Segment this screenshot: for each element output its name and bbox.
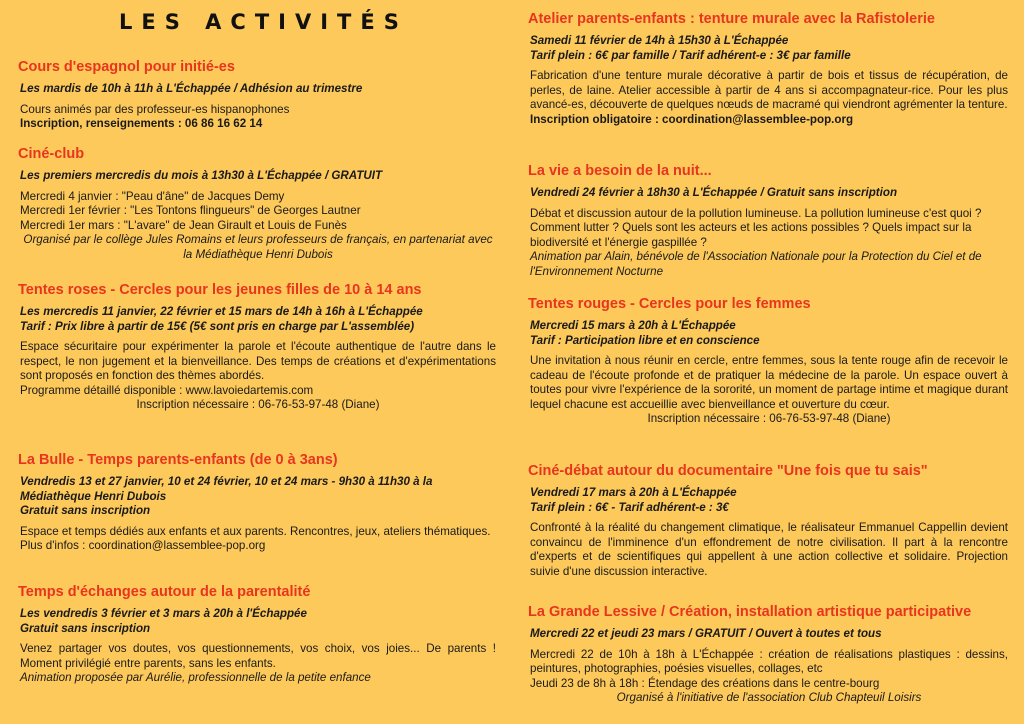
section-schedule [530, 186, 1008, 201]
section-description [20, 103, 496, 132]
section-schedule [530, 34, 1008, 63]
section-title: Ciné-débat autour du documentaire "Une fois que tu sais" [528, 463, 928, 479]
schedule-line: Mercredi 15 mars à 20h à L'Échappée [530, 319, 736, 332]
description-line: Inscription nécessaire : 06-76-53-97-48 (Diane) [136, 398, 380, 411]
section-description [20, 190, 496, 263]
section-title: La Grande Lessive / Création, installation artistique participative [528, 604, 972, 620]
description-line: Mercredi 1er mars : "L'avare" de Jean Girault et Louis de Funès [20, 218, 347, 232]
section-title: Atelier parents-enfants : tenture murale avec la Rafistolerie [528, 11, 935, 27]
section-title: Cours d'espagnol pour initié-es [18, 59, 235, 75]
schedule-line: Vendredi 24 février à 18h30 à L'Échappée / Gratuit sans inscription [530, 186, 898, 199]
section-title: La Bulle - Temps parents-enfants (de 0 à 3ans) [18, 452, 338, 468]
description-line: Mercredi 22 de 10h à 18h à L'Échappée : création de réalisations plastiques : dessins, peintures, photographies, poésies visuelles, collages, etc [530, 647, 1008, 675]
section-schedule [20, 169, 496, 184]
activity-cine-club [18, 146, 496, 262]
description-line: Jeudi 23 de 8h à 18h : Étendage des créations dans le centre-bourg [530, 676, 880, 690]
activity-la-bulle [18, 452, 496, 554]
section-schedule [20, 607, 496, 636]
schedule-line: Mercredi 22 et jeudi 23 mars / GRATUIT / Ouvert à toutes et tous [530, 627, 882, 640]
section-schedule [530, 627, 1008, 642]
section-schedule [530, 319, 1008, 348]
activity-atelier-tenture [528, 11, 1008, 127]
description-line: Animation proposée par Aurélie, professionnelle de la petite enfance [20, 671, 371, 684]
description-line: Mercredi 4 janvier : "Peau d'âne" de Jacques Demy [20, 189, 285, 203]
section-title: Tentes roses - Cercles pour les jeunes filles de 10 à 14 ans [18, 282, 422, 298]
activity-grande-lessive [528, 604, 1008, 706]
section-title: La vie a besoin de la nuit... [528, 163, 712, 179]
description-line: Confronté à la réalité du changement climatique, le réalisateur Emmanuel Cappellin devient convaincu de l'imminence d'un effondrement de notre civilisation. Il part à la rencontre d'experts et de scientifiques qui appellent à une action collective et solidaire. Projection suivie d'une discussion interactive. [530, 521, 1008, 578]
schedule-line: Tarif plein : 6€ par famille / Tarif adhérent-e : 3€ par famille [530, 48, 851, 62]
section-description [530, 69, 1008, 127]
section-title: Tentes rouges - Cercles pour les femmes [528, 296, 811, 312]
page-title: LES ACTIVITÉS [119, 10, 408, 34]
description-line: Inscription nécessaire : 06-76-53-97-48 (Diane) [647, 412, 891, 425]
schedule-line: Vendredi 17 mars à 20h à L'Échappée [530, 486, 737, 499]
schedule-line: Samedi 11 février de 14h à 15h30 à L'Échappée [530, 34, 789, 47]
description-line: Cours animés par des professeur-es hispanophones [20, 102, 290, 116]
description-line: Programme détaillé disponible : www.lavoiedartemis.com [20, 383, 314, 397]
section-schedule [530, 486, 1008, 515]
description-line: Débat et discussion autour de la pollution lumineuse. La pollution lumineuse c'est quoi ? Comment lutter ? Quels sont les acteurs et les actions possibles ? Quels impact sur la biodiversité et l'énergie gaspillée ? [530, 206, 982, 249]
activity-tentes-roses [18, 282, 496, 413]
section-title: Ciné-club [18, 146, 85, 162]
section-description [530, 207, 1008, 280]
description-line: Mercredi 1er février : "Les Tontons flingueurs" de Georges Lautner [20, 204, 361, 217]
description-line: Une invitation à nous réunir en cercle, entre femmes, sous la tente rouge afin de recevoir le cadeau de l'écoute profonde et de pratiquer la médecine de la parole. Un espace ouvert à toutes pour vivre l'expérience de la sororité, un moment de partage intime et magique durant lequel chacune est accueillie avec bienveillance et ouverture du cœur. [530, 354, 1008, 411]
description-line: Inscription obligatoire : coordination@lassemblee-pop.org [530, 112, 854, 126]
schedule-line: Vendredis 13 et 27 janvier, 10 et 24 février, 10 et 24 mars - 9h30 à 11h30 à la Médiathèque Henri Dubois [20, 475, 433, 503]
schedule-line: Tarif : Participation libre et en conscience [530, 333, 760, 347]
section-description [20, 340, 496, 413]
section-description [20, 642, 496, 686]
description-line: Venez partager vos doutes, vos questionnements, vos choix, vos joies... De parents ! Moment privilégié entre parents, sans les enfants. [20, 642, 496, 670]
schedule-line: Tarif plein : 6€ - Tarif adhérent-e : 3€ [530, 500, 729, 514]
description-line: Organisé à l'initiative de l'association Club Chapteuil Loisirs [616, 691, 922, 704]
section-description [530, 521, 1008, 579]
schedule-line: Les premiers mercredis du mois à 13h30 à L'Échappée / GRATUIT [20, 169, 383, 182]
schedule-line: Tarif : Prix libre à partir de 15€ (5€ sont pris en charge par L'assemblée) [20, 319, 415, 333]
schedule-line: Les vendredis 3 février et 3 mars à 20h à l'Échappée [20, 607, 307, 620]
description-line: Espace et temps dédiés aux enfants et aux parents. Rencontres, jeux, ateliers thématiques. [20, 524, 491, 538]
description-line: Animation par Alain, bénévole de l'Association Nationale pour la Protection du Ciel et de l'Environnement Nocturne [530, 250, 982, 278]
activity-vie-nuit [528, 163, 1008, 279]
section-title: Temps d'échanges autour de la parentalité [18, 584, 311, 600]
section-description [530, 354, 1008, 427]
section-description [530, 648, 1008, 706]
section-schedule [20, 82, 496, 97]
schedule-line: Gratuit sans inscription [20, 504, 151, 517]
section-description [20, 525, 496, 554]
section-schedule [20, 305, 496, 334]
schedule-line: Les mercredis 11 janvier, 22 février et 15 mars de 14h à 16h à L'Échappée [20, 305, 423, 318]
description-line: Plus d'infos : coordination@lassemblee-pop.org [20, 539, 266, 552]
description-line: Organisé par le collège Jules Romains et leurs professeurs de français, en partenariat avec la Médiathèque Henri Dubois [23, 233, 493, 261]
section-schedule [20, 475, 496, 519]
description-line: Espace sécuritaire pour expérimenter la parole et l'écoute authentique de l'autre dans le respect, le non jugement et la bienveillance. Des temps de créations et d'expérimentations sont proposés en fonction des thèmes abordés. [20, 340, 496, 382]
activity-tentes-rouges [528, 296, 1008, 427]
description-line: Fabrication d'une tenture murale décorative à partir de bois et tissus de récupération, de perles, de laine. Atelier accessible à partir de 4 ans si accompagnateur-rice. Pour les plus avancé-es, découverte de quelques nœuds de macramé qui viendront agrémenter la tenture. [530, 69, 1008, 111]
activity-parentalite [18, 584, 496, 686]
schedule-line: Gratuit sans inscription [20, 621, 151, 635]
description-line: Inscription, renseignements : 06 86 16 62 14 [20, 117, 263, 130]
activity-spanish-course [18, 59, 496, 132]
activity-cine-debat [528, 463, 1008, 579]
schedule-line: Les mardis de 10h à 11h à L'Échappée / Adhésion au trimestre [20, 82, 363, 95]
